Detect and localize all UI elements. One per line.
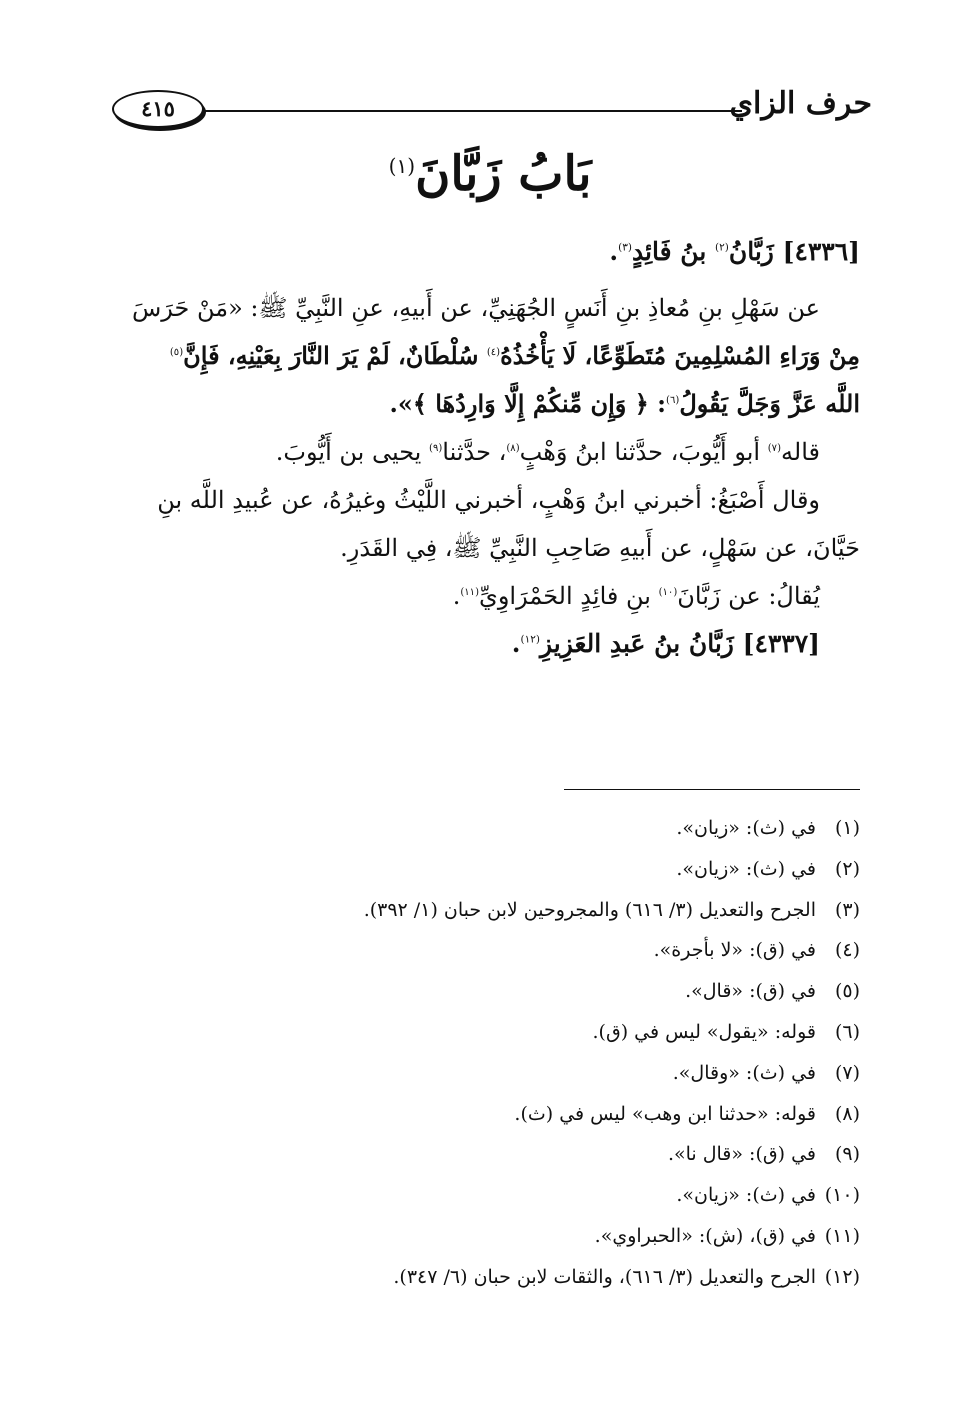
body-text [118, 228, 860, 668]
footnote-number: (٤) [834, 939, 860, 962]
footnote-ref: (٣) [618, 241, 632, 254]
footnote-number: (٨) [834, 1102, 860, 1125]
entry-end: . [609, 237, 619, 266]
footnote-item [118, 849, 860, 890]
footnote-number: (٣) [834, 898, 860, 921]
entry-heading [118, 228, 860, 276]
footnote-item [118, 971, 860, 1012]
paragraph-line: عن سَهْلِ بنِ مُعاذِ بنِ أَنَسٍ الجُهَنِيِّ، عن أَبيهِ، عنِ النَّبِيِّ ﷺ: «مَنْ حَرَسَ [131, 294, 820, 322]
footnote-item [118, 930, 860, 971]
footnote-item [118, 1216, 860, 1257]
section-title: حرف الزاي [729, 86, 872, 121]
text-span: ، حدَّثنا [442, 438, 507, 466]
footnote-text: في (ق): «قال نا». [667, 1143, 816, 1166]
entry-name: زَبَّانُ بنُ عَبدِ العَزِيزِ [540, 629, 734, 658]
text-span: . [452, 582, 461, 610]
entry-name-rest: بنُ فَائِدٍ [631, 237, 707, 266]
footnote-ref: (١٢) [520, 633, 540, 646]
footnote-item [118, 890, 860, 931]
footnote-item [118, 808, 860, 849]
footnote-ref: (٨) [506, 443, 520, 454]
text-span: أبو أَيُّوبَ، حدَّثنا ابنُ وَهْبٍ [519, 438, 761, 466]
entry-id: [٤٣٣٧] [742, 629, 820, 658]
footnote-ref: (١) [388, 154, 416, 178]
footnote-text: قوله: «يقول» ليس في (ق). [592, 1020, 816, 1043]
footnote-item [118, 1094, 860, 1135]
chapter-title [200, 142, 780, 206]
footnote-item [118, 1134, 860, 1175]
footnote-item [118, 1257, 860, 1298]
paragraph-line [118, 428, 860, 476]
paragraph-line: حَيَّانَ، عن سَهْلٍ، عن أَبيهِ صَاحِبِ النَّبِيِّ ﷺ، فِي القَدَرِ. [340, 534, 860, 562]
footnote-number: (٢) [834, 857, 860, 880]
footnote-text: في (ق): «قال». [685, 980, 816, 1003]
footnotes-list [118, 808, 860, 1298]
text-span: بنِ فائِدٍ الحَمْرَاوِيِّ [479, 582, 651, 610]
text-span: اللَّه عَزَّ وَجَلَّ يَقُولُ [679, 389, 860, 418]
text-span: يحيى بن أَيُّوبَ. [275, 438, 422, 466]
footnote-item [118, 1053, 860, 1094]
footnote-text: الجرح والتعديل (٣/ ٦١٦) والمجروحين لابن حبان (١/ ٣٩٢). [363, 898, 816, 921]
header-rule [204, 110, 742, 112]
footnote-ref: (٥) [169, 347, 184, 358]
entry-id: [٤٣٣٦] [782, 237, 860, 266]
running-header [112, 86, 872, 130]
paragraph-line [118, 332, 860, 380]
paragraph-line: وقال أَصْبَغُ: أخبرني ابنُ وَهْبٍ، أخبرني اللَّيْثُ وغيرُهُ، عن عُبيدِ اللَّه بنِ [157, 486, 820, 514]
chapter-title-text: بَابُ زَبَّانَ [415, 146, 592, 202]
paragraph-line [118, 380, 860, 428]
footnote-ref: (٧) [767, 443, 782, 454]
footnote-separator [564, 789, 860, 790]
footnote-number: (٥) [834, 980, 860, 1003]
footnote-text: الجرح والتعديل (٣/ ٦١٦)، والثقات لابن حبان (٦/ ٣٤٧). [393, 1265, 816, 1288]
footnote-item [118, 1175, 860, 1216]
page-number: ٤١٥ [112, 90, 204, 128]
footnote-text: في (ث): «زيان». [676, 1184, 816, 1207]
entry-name: زَبَّانُ [728, 237, 774, 266]
quran-verse: : ﴿ وَإِن مِّنكُمْ إِلَّا وَارِدُهَا ﴾». [389, 389, 667, 418]
text-span: يُقالُ: عن زَبَّانَ [677, 582, 820, 610]
footnote-number: (٦) [834, 1020, 860, 1043]
text-span: قاله [781, 438, 820, 466]
footnote-ref: (٦) [666, 395, 680, 406]
footnote-number: (٧) [834, 1061, 860, 1084]
footnote-ref: (٢) [715, 241, 729, 254]
footnote-text: في (ق)، (ش): «الحبراوي». [594, 1224, 816, 1247]
footnote-number: (١) [834, 817, 860, 839]
footnote-text: في (ث): «زيان». [676, 857, 816, 880]
footnote-item [118, 1012, 860, 1053]
footnote-text: في (ق): «لا بأجرة». [653, 939, 816, 962]
footnote-number: (٩) [834, 1143, 860, 1166]
paragraph-line [118, 572, 860, 620]
footnote-text: في (ث): «وقال». [672, 1061, 816, 1084]
footnote-text: في (ث): «زيان». [676, 817, 816, 839]
text-span: سُلْطَانٌ، لَمْ يَرَ النَّارَ بِعَيْنِهِ، فَإِنَّ [183, 341, 479, 370]
entry-heading [118, 620, 860, 668]
footnote-number: (١٢) [824, 1265, 860, 1288]
footnote-ref: (١١) [460, 587, 480, 598]
text-span: مِنْ وَرَاءِ المُسْلِمِينَ مُتَطَوِّعًا، لَا يَأْخُذُهُ [500, 341, 860, 370]
entry-end: . [511, 629, 521, 658]
footnote-ref: (٩) [429, 443, 443, 454]
footnote-ref: (١٠) [658, 587, 678, 598]
footnote-text: قوله: «حدثنا ابن وهب» ليس في (ث). [514, 1102, 816, 1125]
footnote-number: (١٠) [824, 1184, 860, 1207]
footnote-ref: (٤) [486, 347, 501, 358]
footnote-number: (١١) [824, 1224, 860, 1247]
